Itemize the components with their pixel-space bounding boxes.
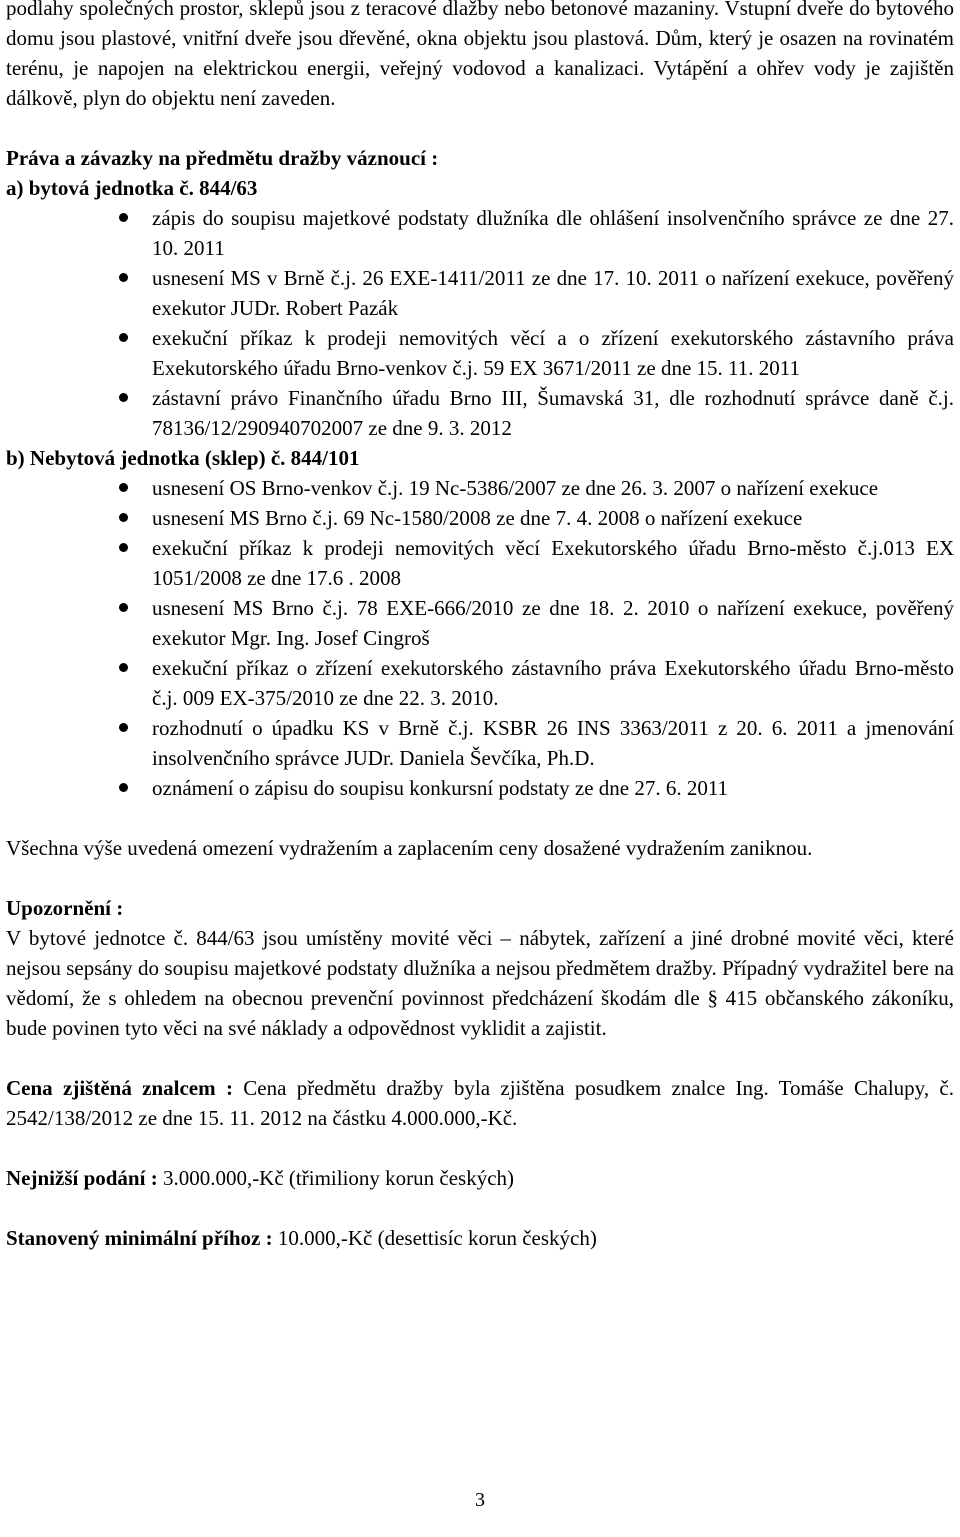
bullet-icon [119, 393, 128, 402]
bullet-icon [119, 513, 128, 522]
min-bid-text: 3.000.000,-Kč (třimiliony korun českých) [157, 1166, 515, 1190]
warning-text: V bytové jednotce č. 844/63 jsou umístěny movité věci – nábytek, zařízení a jiné drobné movité věci, které nejsou sepsány do soupisu majetkové podstaty dlužníka a nejsou předmětem dražby. Případný vydražitel bere na vědomí, že s ohledem na obecnou prevenční povinnost předcházení škodám dle § 415 občanského zákoníku, bude povinen tyto věci na své náklady a odpovědnost vyklidit a zajistit. [6, 926, 954, 1040]
rights-section [6, 143, 954, 803]
min-bid-paragraph [6, 1163, 954, 1193]
warning-section [6, 893, 954, 1043]
min-increment-label: Stanovený minimální příhoz : [6, 1226, 273, 1250]
unit-a-list [6, 203, 954, 443]
bullet-icon [119, 213, 128, 222]
unit-b-list [6, 473, 954, 803]
list-item: usnesení MS Brno č.j. 78 EXE-666/2010 ze dne 18. 2. 2010 o nařízení exekuce, pověřený exekutor Mgr. Ing. Josef Cingroš [6, 593, 954, 653]
intro-paragraph: podlahy společných prostor, sklepů jsou z teracové dlažby nebo betonové mazaniny. Vstupní dveře do bytového domu jsou plastové, vnitřní dveře jsou dřevěné, okna objektu jsou plastová. Dům, který je osazen na rovinatém terénu, je napojen na elektrickou energii, veřejný vodovod a kanalizaci. Vytápění a ohřev vody je zajištěn dálkově, plyn do objektu není zaveden. [6, 0, 954, 110]
min-increment-paragraph [6, 1223, 954, 1253]
bullet-icon [119, 543, 128, 552]
list-item: zápis do soupisu majetkové podstaty dlužníka dle ohlášení insolvenčního správce ze dne 27. 10. 2011 [6, 203, 954, 263]
rights-heading: Práva a závazky na předmětu dražby váznoucí : [6, 146, 439, 170]
list-item: usnesení MS v Brně č.j. 26 EXE-1411/2011 ze dne 17. 10. 2011 o nařízení exekuce, pověřený exekutor JUDr. Robert Pazák [6, 263, 954, 323]
bullet-icon [119, 783, 128, 792]
price-paragraph [6, 1073, 954, 1133]
bullet-icon [119, 603, 128, 612]
list-item: zástavní právo Finančního úřadu Brno III, Šumavská 31, dle rozhodnutí správce daně č.j. 78136/12/290940702007 ze dne 9. 3. 2012 [6, 383, 954, 443]
price-text: Cena předmětu dražby byla zjištěna posudkem znalce Ing. Tomáše Chalupy, č. 2542/138/2012 ze dne 15. 11. 2012 na částku 4.000.000,-Kč. [6, 1076, 954, 1130]
page-number: 3 [475, 1489, 485, 1511]
price-label: Cena zjištěná znalcem : [6, 1076, 233, 1100]
list-item: exekuční příkaz k prodeji nemovitých věcí a o zřízení exekutorského zástavního práva Exekutorského úřadu Brno-venkov č.j. 59 EX 3671/2011 ze dne 15. 11. 2011 [6, 323, 954, 383]
min-bid-label: Nejnižší podání : [6, 1166, 158, 1190]
bullet-icon [119, 273, 128, 282]
bullet-icon [119, 333, 128, 342]
list-item: oznámení o zápisu do soupisu konkursní podstaty ze dne 27. 6. 2011 [6, 773, 954, 803]
list-item: usnesení MS Brno č.j. 69 Nc-1580/2008 ze dne 7. 4. 2008 o nařízení exekuce [6, 503, 954, 533]
list-item: rozhodnutí o úpadku KS v Brně č.j. KSBR 26 INS 3363/2011 z 20. 6. 2011 a jmenování insolvenčního správce JUDr. Daniela Ševčíka, Ph.D. [6, 713, 954, 773]
bullet-icon [119, 483, 128, 492]
list-item: usnesení OS Brno-venkov č.j. 19 Nc-5386/2007 ze dne 26. 3. 2007 o nařízení exekuce [6, 473, 954, 503]
list-item: exekuční příkaz k prodeji nemovitých věcí Exekutorského úřadu Brno-město č.j.013 EX 1051/2008 ze dne 17.6 . 2008 [6, 533, 954, 593]
extinction-paragraph: Všechna výše uvedená omezení vydražením a zaplacením ceny dosažené vydražením zaniknou. [6, 836, 813, 860]
unit-b-title: b) Nebytová jednotka (sklep) č. 844/101 [6, 446, 360, 470]
unit-a-title: a) bytová jednotka č. 844/63 [6, 176, 258, 200]
bullet-icon [119, 723, 128, 732]
min-increment-text: 10.000,-Kč (desettisíc korun českých) [272, 1226, 597, 1250]
list-item: exekuční příkaz o zřízení exekutorského zástavního práva Exekutorského úřadu Brno-město č.j. 009 EX-375/2010 ze dne 22. 3. 2010. [6, 653, 954, 713]
warning-label: Upozornění : [6, 896, 124, 920]
bullet-icon [119, 663, 128, 672]
